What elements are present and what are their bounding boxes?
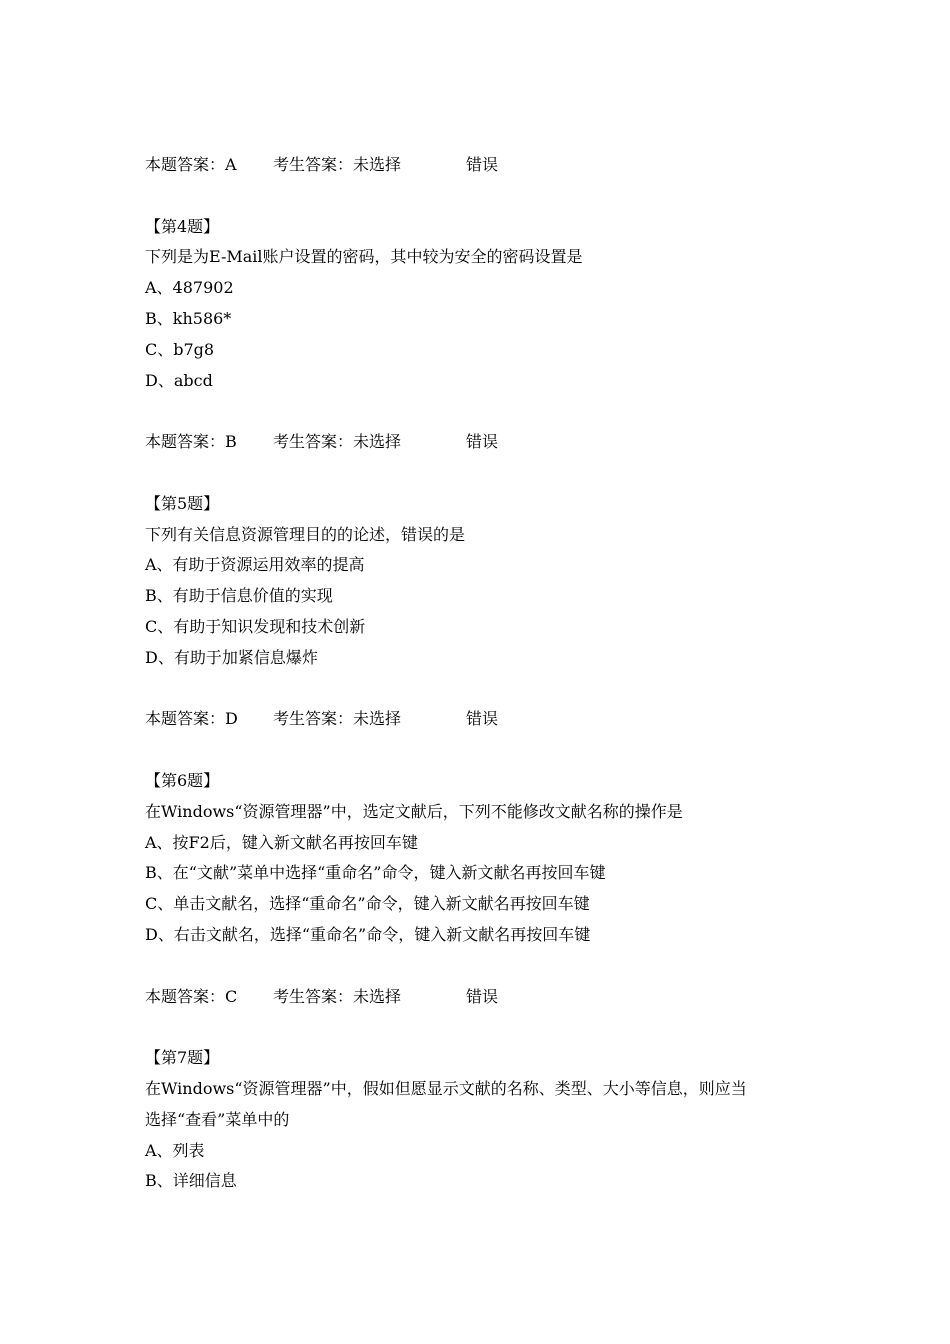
option-a: A、列表 (145, 1140, 205, 1160)
option-c: C、单击文献名，选择“重命名”命令，键入新文献名再按回车键 (145, 894, 590, 914)
question-heading: 【第7题】 (145, 1048, 220, 1068)
option-b: B、在“文献”菜单中选择“重命名”命令，键入新文献名再按回车键 (145, 863, 606, 883)
option-c: C、有助于知识发现和技术创新 (145, 616, 366, 636)
question-stem: 在Windows“资源管理器”中，假如但愿显示文献的名称、类型、大小等信息，则应当 (145, 1078, 747, 1098)
answer-line (145, 704, 865, 735)
question-heading: 【第6题】 (145, 770, 220, 790)
result-label: 错误 (466, 709, 499, 729)
question-stem: 下列是为E-Mail账户设置的密码，其中较为安全的密码设置是 (145, 247, 583, 267)
question-stem: 在Windows“资源管理器”中，选定文献后，下列不能修改文献名称的操作是 (145, 801, 683, 821)
exam-page (145, 150, 865, 1197)
option-b: B、详细信息 (145, 1171, 237, 1191)
student-answer: 考生答案：未选择 (273, 155, 402, 174)
option-b: B、有助于信息价值的实现 (145, 586, 333, 606)
option-d: D、有助于加紧信息爆炸 (145, 647, 318, 667)
question-stem-continued: 选择“查看”菜单中的 (145, 1109, 290, 1129)
option-a: A、按F2后，键入新文献名再按回车键 (145, 832, 418, 852)
option-d: D、右击文献名，选择“重命名”命令，键入新文献名再按回车键 (145, 924, 591, 944)
question-stem: 下列有关信息资源管理目的的论述，错误的是 (145, 524, 466, 544)
option-d: D、abcd (145, 370, 213, 390)
option-b: B、kh586* (145, 308, 232, 328)
correct-answer: 本题答案：D (145, 709, 238, 729)
correct-answer: 本题答案：C (145, 986, 238, 1006)
result-label: 错误 (466, 986, 499, 1006)
answer-line (145, 150, 865, 181)
question-heading: 【第4题】 (145, 216, 220, 236)
student-answer: 考生答案：未选择 (273, 709, 402, 729)
answer-line (145, 427, 865, 458)
student-answer: 考生答案：未选择 (273, 986, 402, 1006)
option-a: A、有助于资源运用效率的提高 (145, 555, 365, 575)
result-label: 错误 (466, 432, 499, 452)
result-label: 错误 (466, 155, 499, 174)
option-c: C、b7g8 (145, 339, 215, 359)
correct-answer: 本题答案：A (145, 155, 237, 174)
answer-line (145, 982, 865, 1013)
correct-answer: 本题答案：B (145, 432, 237, 452)
option-a: A、487902 (145, 278, 234, 298)
student-answer: 考生答案：未选择 (273, 432, 402, 452)
question-heading: 【第5题】 (145, 493, 220, 513)
